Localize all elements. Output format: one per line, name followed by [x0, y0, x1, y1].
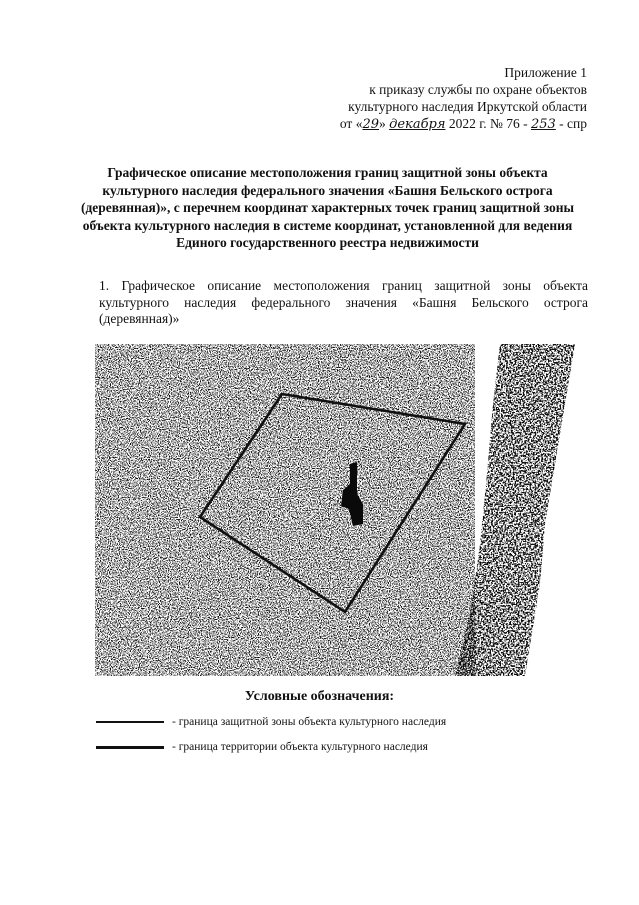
legend-label-territory: - граница территории объекта культурного наследия [172, 741, 428, 753]
legend-item-zone [96, 716, 446, 728]
appendix-line3: культурного наследия Иркутской области [348, 99, 587, 114]
legend-item-territory [96, 741, 428, 753]
appendix-line2: к приказу службы по охране объектов [369, 82, 587, 97]
section-1-text: 1. Графическое описание местоположения границ защитной зоны объекта культурного наследия федерального значения «Башня Бельского острога (деревянная)» [99, 278, 588, 326]
date-year: 2022 г. № 76 - [445, 116, 531, 131]
order-number: 253 [530, 117, 556, 132]
order-suffix: - спр [555, 116, 587, 131]
map-svg [95, 344, 588, 676]
site-map-image [95, 344, 588, 676]
legend-title: Условные обозначения: [244, 689, 395, 704]
appendix-header [340, 64, 587, 133]
date-day: 29 [362, 117, 379, 132]
appendix-line1: Приложение 1 [504, 65, 587, 80]
date-mid: » [379, 116, 390, 131]
legend-line-thick [96, 746, 164, 749]
date-month: декабря [389, 117, 446, 132]
legend-label-zone: - граница защитной зоны объекта культурного наследия [172, 716, 447, 728]
document-title: Графическое описание местоположения границ защитной зоны объекта культурного наследия федерального значения «Башня Бельского острога (деревянная)», с перечнем координат характерных точек границ защитной зоны объекта культурного наследия в системе координат, установленной для ведения Единого государственного реестра недвижимости [80, 165, 575, 250]
legend-line-thin [96, 721, 164, 723]
date-prefix: от « [339, 116, 363, 131]
appendix-date-line [340, 115, 587, 133]
